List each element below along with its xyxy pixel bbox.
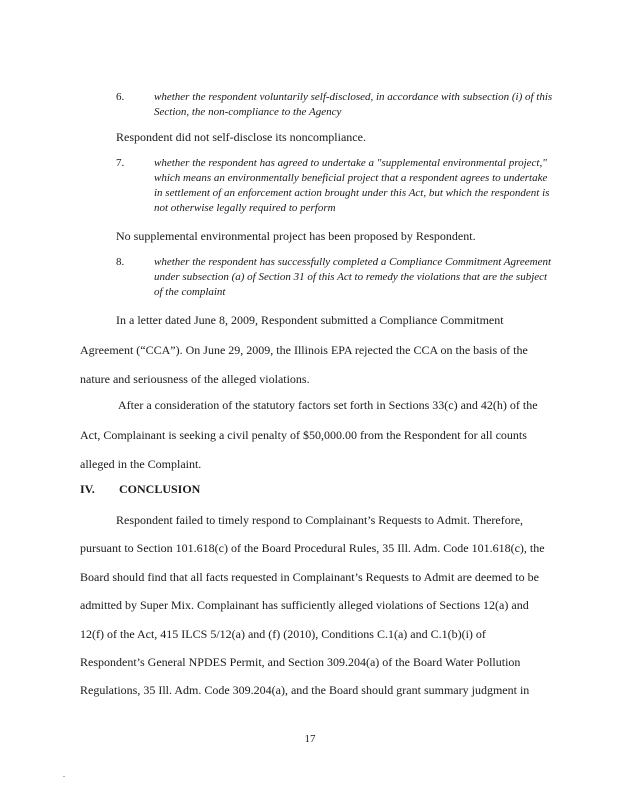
penalty-line: Act, Complainant is seeking a civil penalty of $50,000.00 from the Respondent for all counts xyxy=(80,428,527,442)
conclusion-line: Respondent failed to timely respond to Complainant’s Requests to Admit. Therefore, xyxy=(116,513,524,527)
conclusion-line: Respondent’s General NPDES Permit, and Section 309.204(a) of the Board Water Pollution xyxy=(80,655,521,669)
factor-text: whether the respondent has successfully completed a Compliance Commitment Agreement under subsection (a) of Section 31 of this Act to remedy the violations that are the subject of the complaint xyxy=(154,256,552,298)
factor-text: whether the respondent has agreed to undertake a "supplemental environmental project," which means an environmentally beneficial project that a respondent agrees to undertake in settlement of an enforcement action brought under this Act, but which the respondent is not otherwise legally required to perform xyxy=(154,157,550,214)
sep-paragraph: No supplemental environmental project has been proposed by Respondent. xyxy=(116,229,476,243)
factor-text: whether the respondent voluntarily self-disclosed, in accordance with subsection (i) of this Section, the non-compliance to the Agency xyxy=(154,91,553,118)
conclusion-line: pursuant to Section 101.618(c) of the Board Procedural Rules, 35 Ill. Adm. Code 101.618(c), the xyxy=(80,541,545,555)
scan-mark: . xyxy=(63,770,65,779)
factor-number: 6. xyxy=(116,91,125,103)
cca-line: Agreement (“CCA”). On June 29, 2009, the Illinois EPA rejected the CCA on the basis of the xyxy=(80,343,528,357)
factor-item-8 xyxy=(116,255,556,300)
penalty-line: alleged in the Complaint. xyxy=(80,457,202,471)
factor-item-6 xyxy=(116,90,556,120)
factor-number: 8. xyxy=(116,256,125,268)
cca-line: nature and seriousness of the alleged violations. xyxy=(80,372,310,386)
factor-number: 7. xyxy=(116,157,125,169)
penalty-line: After a consideration of the statutory factors set forth in Sections 33(c) and 42(h) of the xyxy=(118,398,538,412)
section-title: CONCLUSION xyxy=(119,482,201,496)
factor-item-7 xyxy=(116,156,556,216)
self-disclosure-paragraph: Respondent did not self-disclose its noncompliance. xyxy=(116,130,366,144)
cca-line: In a letter dated June 8, 2009, Respondent submitted a Compliance Commitment xyxy=(116,313,504,327)
section-heading xyxy=(80,482,200,497)
conclusion-line: admitted by Super Mix. Complainant has sufficiently alleged violations of Sections 12(a) and xyxy=(80,598,529,612)
page-number: 17 xyxy=(304,733,316,745)
conclusion-line: 12(f) of the Act, 415 ILCS 5/12(a) and (f) (2010), Conditions C.1(a) and C.1(b)(i) of xyxy=(80,627,486,641)
section-number: IV. xyxy=(80,482,95,496)
conclusion-line: Board should find that all facts requested in Complainant’s Requests to Admit are deemed to be xyxy=(80,570,539,584)
conclusion-line: Regulations, 35 Ill. Adm. Code 309.204(a), and the Board should grant summary judgment in xyxy=(80,683,530,697)
